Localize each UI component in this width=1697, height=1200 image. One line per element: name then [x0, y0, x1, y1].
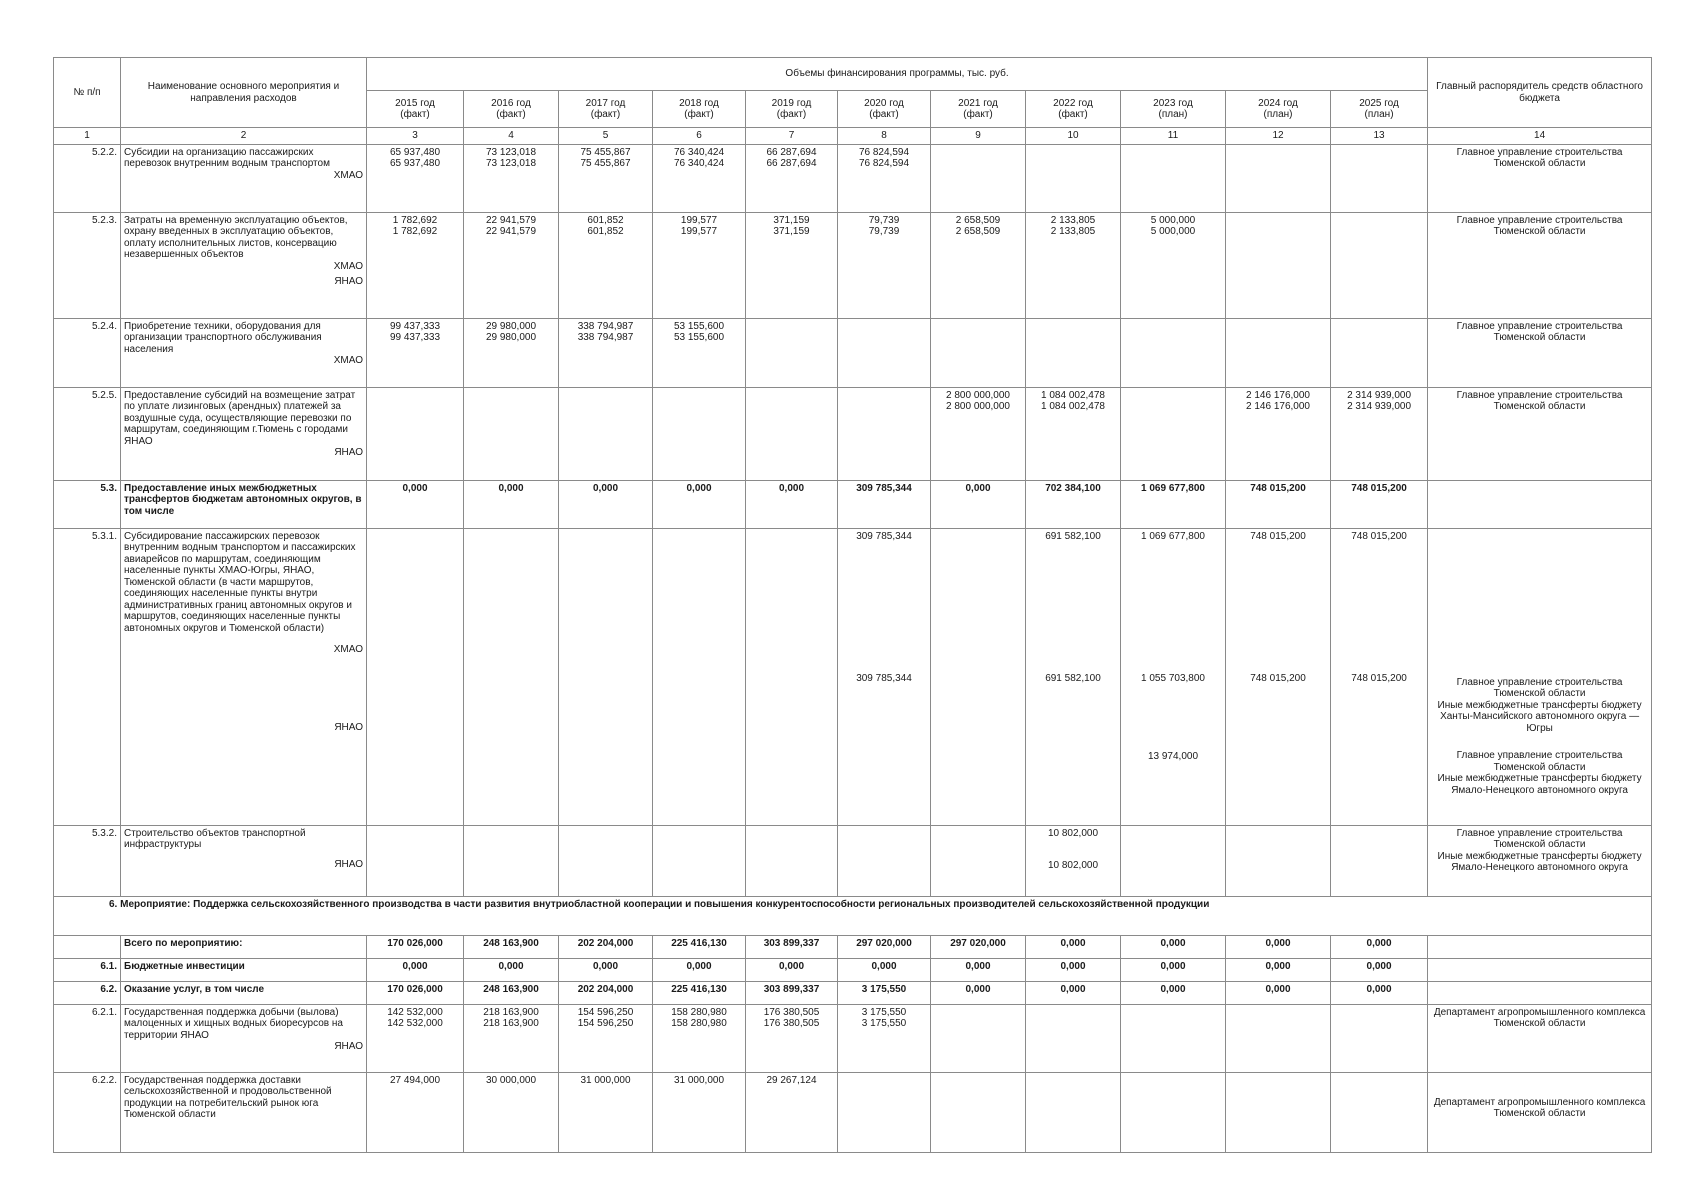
row-name: Предоставление иных межбюджетных трансфертов бюджетам автономных округов, в том числе — [121, 480, 367, 528]
colnum: 2 — [121, 128, 367, 145]
row-number: 5.2.4. — [54, 318, 121, 387]
header-num: № п/п — [54, 58, 121, 128]
row-name: Предоставление субсидий на возмещение затрат по уплате лизинговых (арендных) платежей за воздушные суда, осуществляющие перевозки по маршрутам, соединяющим г.Тюмень с городами ЯНАО ЯНАО — [121, 387, 367, 480]
row-number: 5.2.2. — [54, 144, 121, 212]
header-year: 2016 год (факт) — [464, 91, 559, 128]
row-name: Строительство объектов транспортной инфраструктуры ЯНАО — [121, 825, 367, 896]
table-row: 5.2.2. Субсидии на организацию пассажирских перевозок внутренним водным транспортом ХМАО 65 937,480 65 937,480 73 123,018 73 123,018 75 455,867 75 455,867 76 340,424 76 340,424 66 287,694 66 287,694 76 824,594 76 824,594 Главное управление строительства Тюменской области — [54, 144, 1652, 212]
column-numbers-row — [54, 128, 1652, 145]
row-name: Государственная поддержка добычи (вылова) малоценных и хищных водных биоресурсов на территории ЯНАО ЯНАО — [121, 1004, 367, 1072]
row-number: 5.3. — [54, 480, 121, 528]
distributor: Главное управление строительства Тюменской области — [1428, 144, 1652, 212]
table-row: 6.1. Бюджетные инвестиции 0,000 0,000 0,000 0,000 0,000 0,000 0,000 0,000 0,000 0,000 0,000 — [54, 958, 1652, 981]
table-row: Всего по мероприятию: 170 026,000 248 163,900 202 204,000 225 416,130 303 899,337 297 020,000 297 020,000 0,000 0,000 0,000 0,000 — [54, 935, 1652, 958]
table-row: 5.2.4. Приобретение техники, оборудования для организации транспортного обслуживания населения ХМАО 99 437,333 99 437,333 29 980,000 29 980,000 338 794,987 338 794,987 53 155,600 53 155,600 Главное управление строительства Тюменской области — [54, 318, 1652, 387]
row-number: 6.2. — [54, 981, 121, 1004]
row-number: 6.2.2. — [54, 1072, 121, 1152]
row-name: Затраты на временную эксплуатацию объектов, охрану введенных в эксплуатацию объектов, оплату исполнительных листов, консервацию незавершенных объектов ХМАО ЯНАО — [121, 212, 367, 318]
table-row: 6.2.2. Государственная поддержка доставки сельскохозяйственной и продовольственной продукции на потребительский рынок юга Тюменской области 27 494,000 30 000,000 31 000,000 31 000,000 29 267,124 Департамент агропромышленного комплекса Тюменской области — [54, 1072, 1652, 1152]
colnum: 3 — [367, 128, 464, 145]
header-funding: Объемы финансирования программы, тыс. руб. — [367, 58, 1428, 91]
table-row: 5.3. Предоставление иных межбюджетных трансфертов бюджетам автономных округов, в том числе 0,000 0,000 0,000 0,000 0,000 309 785,344 0,000 702 384,100 1 069 677,800 748 015,200 748 015,200 — [54, 480, 1652, 528]
section-title: 6. Мероприятие: Поддержка сельскохозяйственного производства в части развития внутриобластной кооперации и повышения конкурентоспособности региональных производителей сельскохозяйственной продукции — [54, 896, 1652, 935]
row-number: 5.2.5. — [54, 387, 121, 480]
colnum: 4 — [464, 128, 559, 145]
colnum: 9 — [931, 128, 1026, 145]
header-year: 2017 год (факт) — [559, 91, 653, 128]
header-year: 2022 год (факт) — [1026, 91, 1121, 128]
table-row: 6.2.1. Государственная поддержка добычи (вылова) малоценных и хищных водных биоресурсов на территории ЯНАО ЯНАО 142 532,000 142 532,000 218 163,900 218 163,900 154 596,250 154 596,250 158 280,980 158 280,980 176 380,505 176 380,505 3 175,550 3 175,550 Департамент агропромышленного комплекса Тюменской области — [54, 1004, 1652, 1072]
header-year: 2024 год (план) — [1226, 91, 1331, 128]
row-name: Субсидирование пассажирских перевозок внутренним водным транспортом и пассажирских авиарейсов по маршрутам, соединяющим населенные пункты ХМАО-Югры, ЯНАО, Тюменской области (в части маршрутов, соединяющих населенные пункты внутри административных границ автономных округов и маршрутов, соединяющих населенные пункты автономных округов и Тюменской области) ХМАО ЯНАО — [121, 528, 367, 825]
header-distributor: Главный распорядитель средств областного бюджета — [1428, 58, 1652, 128]
table-row: 6.2. Оказание услуг, в том числе 170 026,000 248 163,900 202 204,000 225 416,130 303 899,337 3 175,550 0,000 0,000 0,000 0,000 0,000 — [54, 981, 1652, 1004]
row-name: Государственная поддержка доставки сельскохозяйственной и продовольственной продукции на потребительский рынок юга Тюменской области — [121, 1072, 367, 1152]
colnum: 7 — [746, 128, 838, 145]
table-row: 5.2.5. Предоставление субсидий на возмещение затрат по уплате лизинговых (арендных) платежей за воздушные суда, осуществляющие перевозки по маршрутам, соединяющим г.Тюмень с городами ЯНАО ЯНАО 2 800 000,000 2 800 000,000 1 084 002,478 1 084 002,478 2 146 176,000 2 146 176,000 2 314 939,000 2 314 939,000 Главное управление строительства Тюменской области — [54, 387, 1652, 480]
header-year: 2025 год (план) — [1331, 91, 1428, 128]
row-number: 5.3.1. — [54, 528, 121, 825]
table-row: 5.3.1. Субсидирование пассажирских перевозок внутренним водным транспортом и пассажирских авиарейсов по маршрутам, соединяющим населенные пункты ХМАО-Югры, ЯНАО, Тюменской области (в части маршрутов, соединяющих населенные пункты внутри административных границ автономных округов и маршрутов, соединяющих населенные пункты автономных округов и Тюменской области) ХМАО ЯНАО 309 785,344 309 785,344 691 582,100 691 582,100 1 069 677,800 1 055 703,800 13 974,000 748 015,200 748 015,200 748 015,200 748 015,200 Главное управление строительства Тюменской области Иные межбюджетные трансферты бюджету Ханты-Мансийского автономного округа — Югры Главное управление строительства Тюменской области Иные межбюджетные трансферты бюджету Ямало-Ненецкого автономного округа — [54, 528, 1652, 825]
distributor: Главное управление строительства Тюменской области — [1428, 318, 1652, 387]
header-year: 2021 год (факт) — [931, 91, 1026, 128]
colnum: 1 — [54, 128, 121, 145]
row-name: Всего по мероприятию: — [121, 935, 367, 958]
table-row: 5.3.2. Строительство объектов транспортной инфраструктуры ЯНАО 10 802,000 10 802,000 Главное управление строительства Тюменской области Иные межбюджетные трансферты бюджету Ямало-Ненецкого автономного округа — [54, 825, 1652, 896]
distributor: Департамент агропромышленного комплекса Тюменской области — [1428, 1072, 1652, 1152]
row-number: 6.2.1. — [54, 1004, 121, 1072]
row-name: Субсидии на организацию пассажирских перевозок внутренним водным транспортом ХМАО — [121, 144, 367, 212]
table-row: 5.2.3. Затраты на временную эксплуатацию объектов, охрану введенных в эксплуатацию объектов, оплату исполнительных листов, консервацию незавершенных объектов ХМАО ЯНАО 1 782,692 1 782,692 22 941,579 22 941,579 601,852 601,852 199,577 199,577 371,159 371,159 79,739 79,739 2 658,509 2 658,509 2 133,805 2 133,805 5 000,000 5 000,000 Главное управление строительства Тюменской области — [54, 212, 1652, 318]
distributor: Главное управление строительства Тюменской области Иные межбюджетные трансферты бюджету Ямало-Ненецкого автономного округа — [1428, 825, 1652, 896]
header-year: 2015 год (факт) — [367, 91, 464, 128]
colnum: 5 — [559, 128, 653, 145]
colnum: 11 — [1121, 128, 1226, 145]
distributor: Главное управление строительства Тюменской области Иные межбюджетные трансферты бюджету Ханты-Мансийского автономного округа — Югры Главное управление строительства Тюменской области Иные межбюджетные трансферты бюджету Ямало-Ненецкого автономного округа — [1428, 528, 1652, 825]
distributor: Главное управление строительства Тюменской области — [1428, 387, 1652, 480]
distributor: Главное управление строительства Тюменской области — [1428, 212, 1652, 318]
header-year: 2023 год (план) — [1121, 91, 1226, 128]
row-number: 6.1. — [54, 958, 121, 981]
section-title-row — [54, 896, 1652, 935]
funding-table — [53, 57, 1652, 1153]
colnum: 14 — [1428, 128, 1652, 145]
colnum: 12 — [1226, 128, 1331, 145]
distributor: Департамент агропромышленного комплекса Тюменской области — [1428, 1004, 1652, 1072]
row-number: 5.2.3. — [54, 212, 121, 318]
colnum: 6 — [653, 128, 746, 145]
colnum: 10 — [1026, 128, 1121, 145]
header-name: Наименование основного мероприятия и направления расходов — [121, 58, 367, 128]
header-year: 2019 год (факт) — [746, 91, 838, 128]
colnum: 13 — [1331, 128, 1428, 145]
header-year: 2020 год (факт) — [838, 91, 931, 128]
header-year: 2018 год (факт) — [653, 91, 746, 128]
row-name: Бюджетные инвестиции — [121, 958, 367, 981]
row-name: Приобретение техники, оборудования для организации транспортного обслуживания населения ХМАО — [121, 318, 367, 387]
row-name: Оказание услуг, в том числе — [121, 981, 367, 1004]
row-number: 5.3.2. — [54, 825, 121, 896]
colnum: 8 — [838, 128, 931, 145]
